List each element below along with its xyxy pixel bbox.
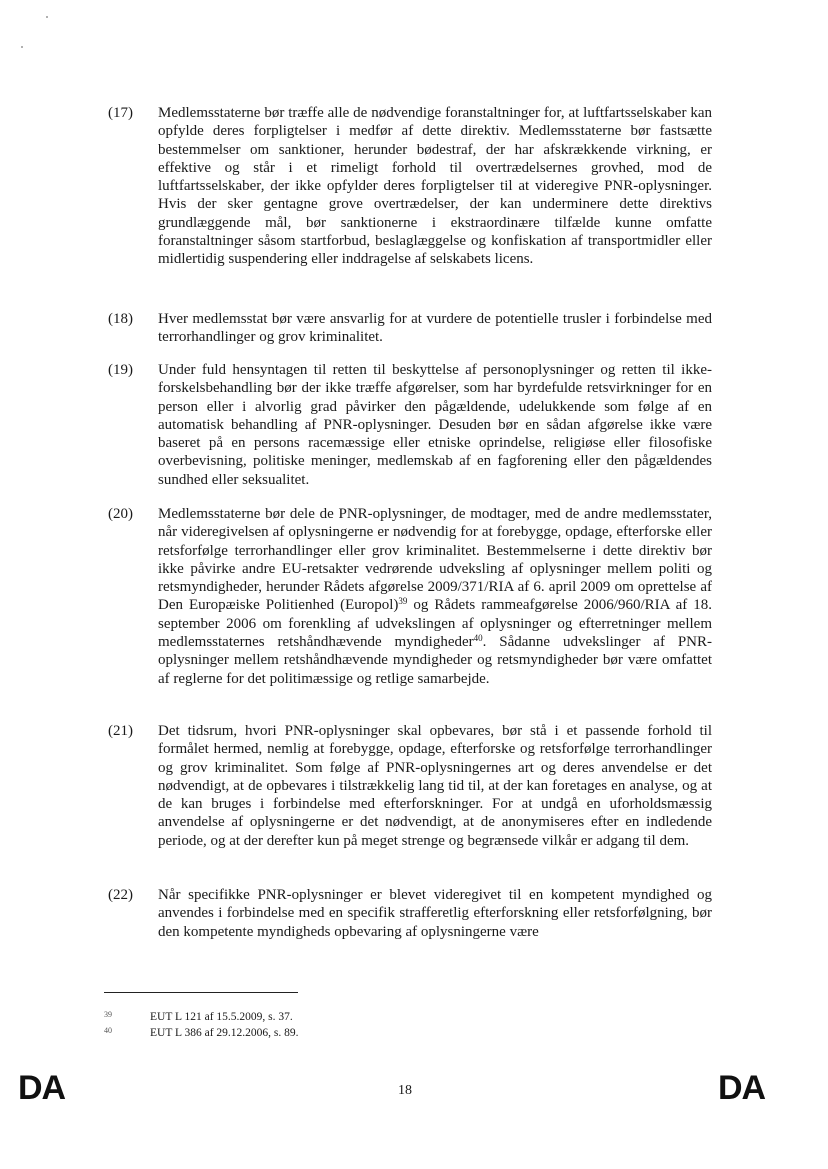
recital-21: [108, 722, 712, 850]
language-code-left: DA: [18, 1069, 66, 1107]
recital-number: (22): [108, 887, 133, 903]
recital-20: [108, 505, 712, 688]
recital-number: (17): [108, 105, 133, 121]
recital-number: (18): [108, 311, 133, 327]
scan-speck: [46, 16, 48, 18]
recital-number: (19): [108, 362, 133, 378]
footnote-ref-39[interactable]: 39: [398, 596, 408, 607]
footnote-separator: [104, 992, 298, 993]
recital-text: Under fuld hensyntagen til retten til beskyttelse af personoplysninger og retten til ikke-forskelsbehandling bør der ikke træffe afgørelser, som har byrdefulde retsvirkninger for en person eller i alvorlig grad påvirker den pågældende, udelukkende som følge af en automatisk behandling af PNR-oplysninger. Desuden bør en sådan afgørelse ikke være baseret på en persons racemæssige eller etniske oprindelse, religiøse eller filosofiske overbevisning, politiske meninger, medlemskab af en fagforening eller den pågældendes sundhed eller seksualitet.: [158, 362, 712, 488]
page-number: 18: [398, 1083, 412, 1098]
recital-text: Hver medlemsstat bør være ansvarlig for at vurdere de potentielle trusler i forbindelse med terrorhandlinger og grov kriminalitet.: [158, 311, 712, 346]
recital-number: (21): [108, 723, 133, 739]
recital-22: [108, 886, 712, 941]
recital-19: [108, 361, 712, 489]
footnote-ref-40[interactable]: 40: [473, 633, 483, 644]
footnote-text: EUT L 121 af 15.5.2009, s. 37.: [150, 1011, 293, 1023]
recital-number: (20): [108, 506, 133, 522]
footnote-number: 40: [104, 1026, 112, 1035]
recital-text-part: og Rådets rammeafgørelse 2006/960/RIA af 18. september 2006 om forenkling af udvekslingen af oplysninger og efterretninger mellem medlemsstaternes retshåndhævende myndigheder: [158, 597, 712, 651]
recital-text: Medlemsstaterne bør træffe alle de nødvendige foranstaltninger for, at luftfartsselskaber kan opfylde deres forpligtelser i medfør af dette direktiv. Medlemsstaterne bør fastsætte bestemmelser om sanktioner, herunder bødestraf, der har afskrækkende virkning, er effektive og står i et rimeligt forhold til overtrædelsernes grovhed, mod de luftfartsselskaber, der ikke opfylder deres forpligtelser til at videregive PNR-oplysninger. Hvis der sker gentagne grove overtrædelser, der kan underminere dette direktivs grundlæggende mål, bør sanktionerne i ekstraordinære tilfælde kunne omfatte foranstaltninger såsom startforbud, beslaglæggelse og konfiskation af transportmidler eller midlertidig suspendering eller inddragelse af selskabets licens.: [158, 105, 712, 268]
language-code-right: DA: [718, 1069, 766, 1107]
recital-text-part: Medlemsstaterne bør dele de PNR-oplysninger, de modtager, med de andre medlemsstater, når videregivelsen af oplysningerne er nødvendig for at forebygge, opdage, efterforske eller retsforfølge terrorhandlinger eller grov kriminalitet. Bestemmelserne i dette direktiv bør ikke påvirke andre EU-retsakter vedrørende udveksling af oplysninger mellem politi og retsmyndigheder, herunder Rådets afgørelse 2009/371/RIA af 6. april 2009 om oprettelse af Den Europæiske Politienhed (Europol): [158, 506, 712, 614]
recital-17: [108, 104, 712, 269]
footnote-text: EUT L 386 af 29.12.2006, s. 89.: [150, 1027, 299, 1039]
footnote-40: [104, 1024, 504, 1040]
recital-text: Når specifikke PNR-oplysninger er blevet videregivet til en kompetent myndighed og anvendes i forbindelse med en specifik strafferetlig efterforskning eller retsforfølgning, bør den kompetente myndigheds opbevaring af oplysningerne være: [158, 887, 712, 940]
recital-text: [158, 505, 712, 688]
recital-18: [108, 310, 712, 347]
footnote-39: [104, 1008, 504, 1024]
recital-text-part: . Sådanne udvekslinger af PNR-oplysninger mellem retshåndhævende myndigheder og retsmyndigheder bør være omfattet af reglerne for det politimæssige og retlige samarbejde.: [158, 634, 712, 687]
footnote-number: 39: [104, 1010, 112, 1019]
recital-text: Det tidsrum, hvori PNR-oplysninger skal opbevares, bør stå i et passende forhold til formålet hermed, nemlig at forebygge, opdage, efterforske og retsforfølge terrorhandlinger og grov kriminalitet. Som følge af PNR-oplysningernes art og deres anvendelse er det nødvendigt, at de opbevares i tilstrækkelig lang tid til, at der kan foretages en analyse, og at de kan bruges i forbindelse med efterforskninger. For at undgå en uforholdsmæssig anvendelse af oplysningerne er det nødvendigt, at de anonymiseres efter en indledende periode, og at der derefter kun på meget strenge og begrænsede vilkår er adgang til dem.: [158, 723, 712, 849]
scan-speck: [21, 46, 23, 48]
